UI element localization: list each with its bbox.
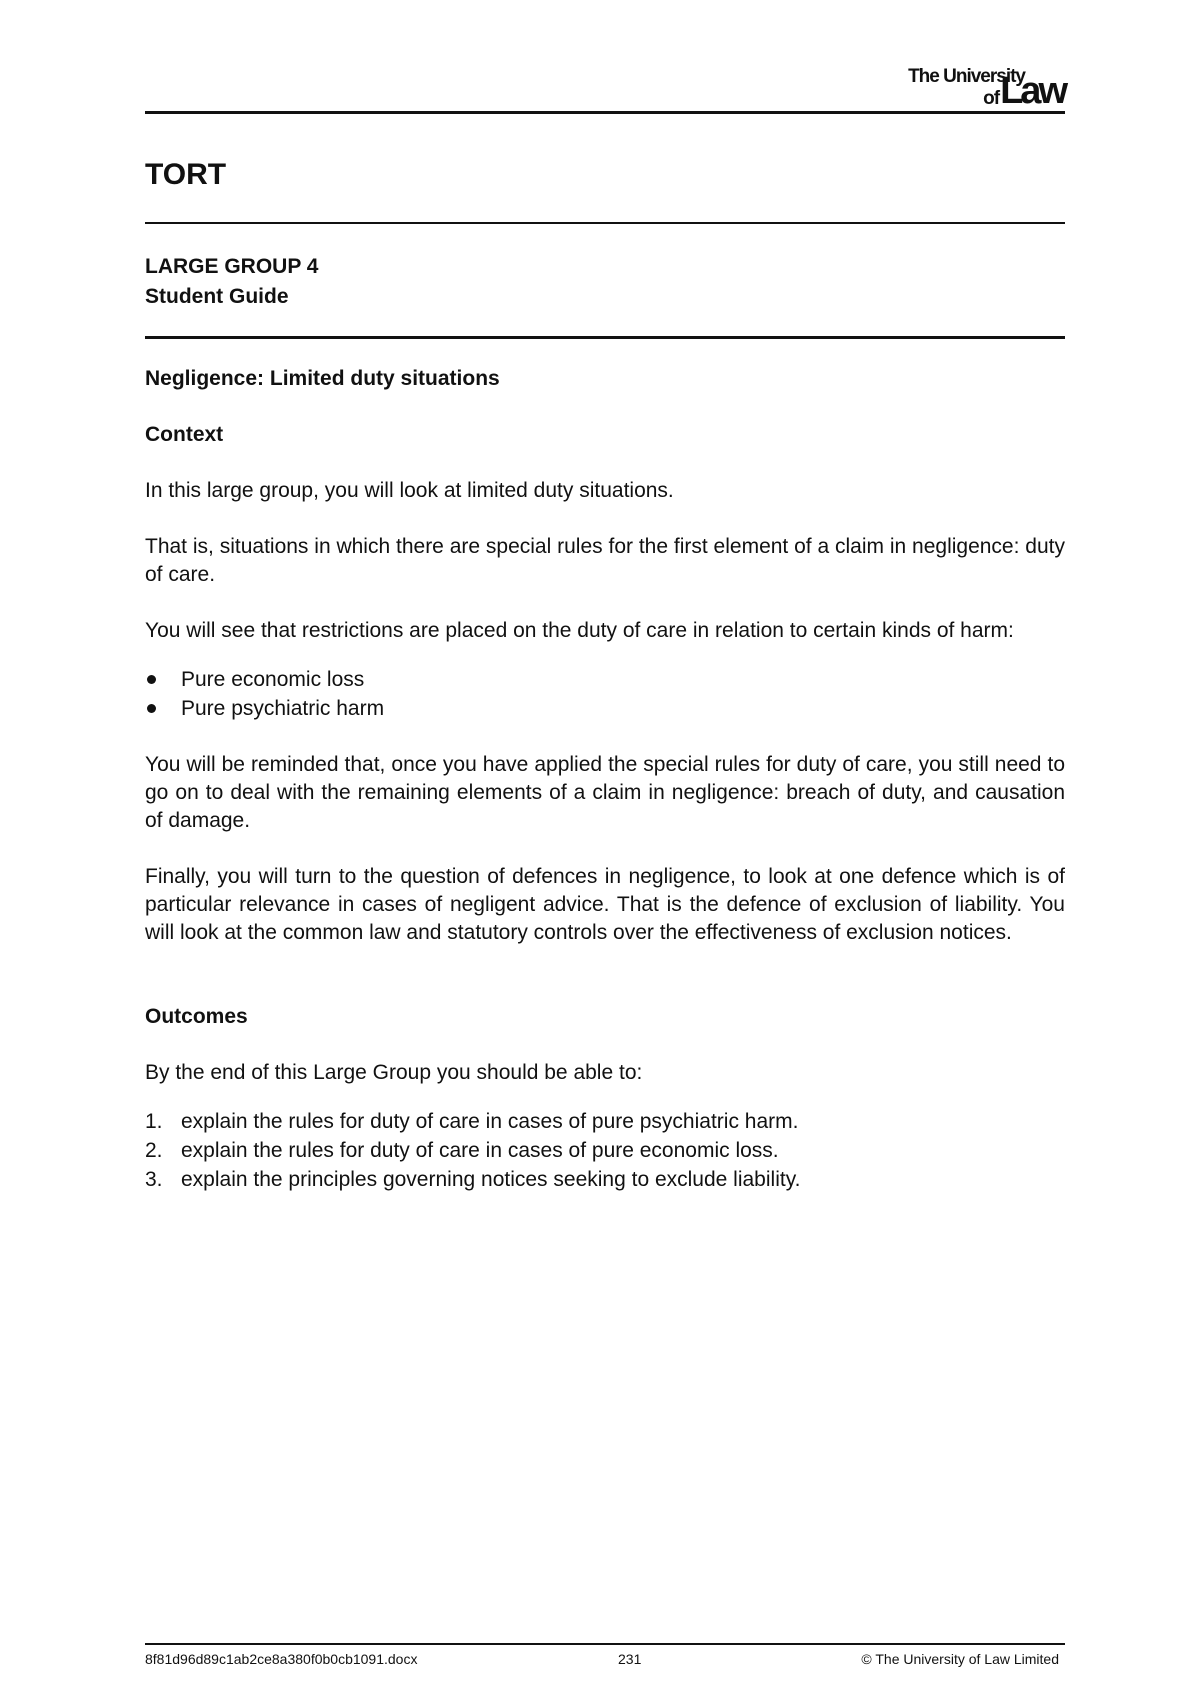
student-guide-label: Student Guide [145, 285, 289, 308]
header-rule-bottom [145, 336, 1065, 339]
outcomes-intro: By the end of this Large Group you should be able to: [145, 1061, 643, 1084]
list-item-text: explain the rules for duty of care in cases of pure psychiatric harm. [181, 1110, 799, 1133]
list-item-text: Pure economic loss [181, 668, 365, 691]
logo-text-of-law [983, 72, 1065, 110]
document-title: TORT [145, 158, 227, 191]
list-item [145, 1107, 1065, 1136]
section-spacer [145, 975, 1065, 1003]
large-group-label: LARGE GROUP 4 [145, 255, 319, 278]
body-paragraph: You will be reminded that, once you have applied the special rules for duty of care, you still need to go on to deal with the remaining elements of a claim in negligence: breach of duty, and causation of damage. [145, 753, 1065, 832]
list-item-text: explain the rules for duty of care in cases of pure economic loss. [181, 1139, 779, 1162]
bullet-icon [147, 704, 156, 713]
harm-list [145, 665, 1065, 723]
footer-filename: 8f81d96d89c1ab2ce8a380f0b0cb1091.docx [145, 1651, 418, 1667]
logo-text-of: of [983, 88, 1000, 109]
document-body [145, 365, 1065, 1194]
university-of-law-logo [845, 62, 1065, 110]
outcomes-list [145, 1107, 1065, 1194]
body-paragraph: Finally, you will turn to the question of defences in negligence, to look at one defence which is of particular relevance in cases of negligent advice. That is the defence of exclusion of liability. You will look at the common law and statutory controls over the effectiveness of exclusion notices. [145, 865, 1065, 944]
footer-copyright: © The University of Law Limited [861, 1651, 1059, 1667]
list-item [145, 1136, 1065, 1165]
context-paragraph: In this large group, you will look at limited duty situations. [145, 479, 674, 502]
footer-page-number: 231 [618, 1651, 642, 1667]
context-paragraph: You will see that restrictions are placed on the duty of care in relation to certain kinds of harm: [145, 619, 1014, 642]
header-rule-top [145, 111, 1065, 114]
bullet-icon [147, 675, 156, 684]
list-item-text: Pure psychiatric harm [181, 697, 385, 720]
document-page [145, 0, 1065, 1698]
topic-heading: Negligence: Limited duty situations [145, 367, 500, 390]
footer-rule [145, 1643, 1065, 1645]
list-item [145, 665, 1065, 694]
list-item-number: 2. [145, 1139, 163, 1162]
list-item [145, 694, 1065, 723]
list-item [145, 1165, 1065, 1194]
context-heading: Context [145, 423, 224, 446]
header-rule-middle [145, 222, 1065, 224]
list-item-number: 3. [145, 1168, 163, 1191]
document-subtitle [145, 252, 318, 312]
outcomes-heading: Outcomes [145, 1005, 248, 1028]
logo-text-the-university: The University [908, 66, 1025, 87]
list-item-number: 1. [145, 1110, 163, 1133]
list-item-text: explain the principles governing notices seeking to exclude liability. [181, 1168, 801, 1191]
context-paragraph: That is, situations in which there are special rules for the first element of a claim in negligence: duty of care. [145, 535, 1065, 586]
logo-text-law: Law [1000, 70, 1065, 112]
